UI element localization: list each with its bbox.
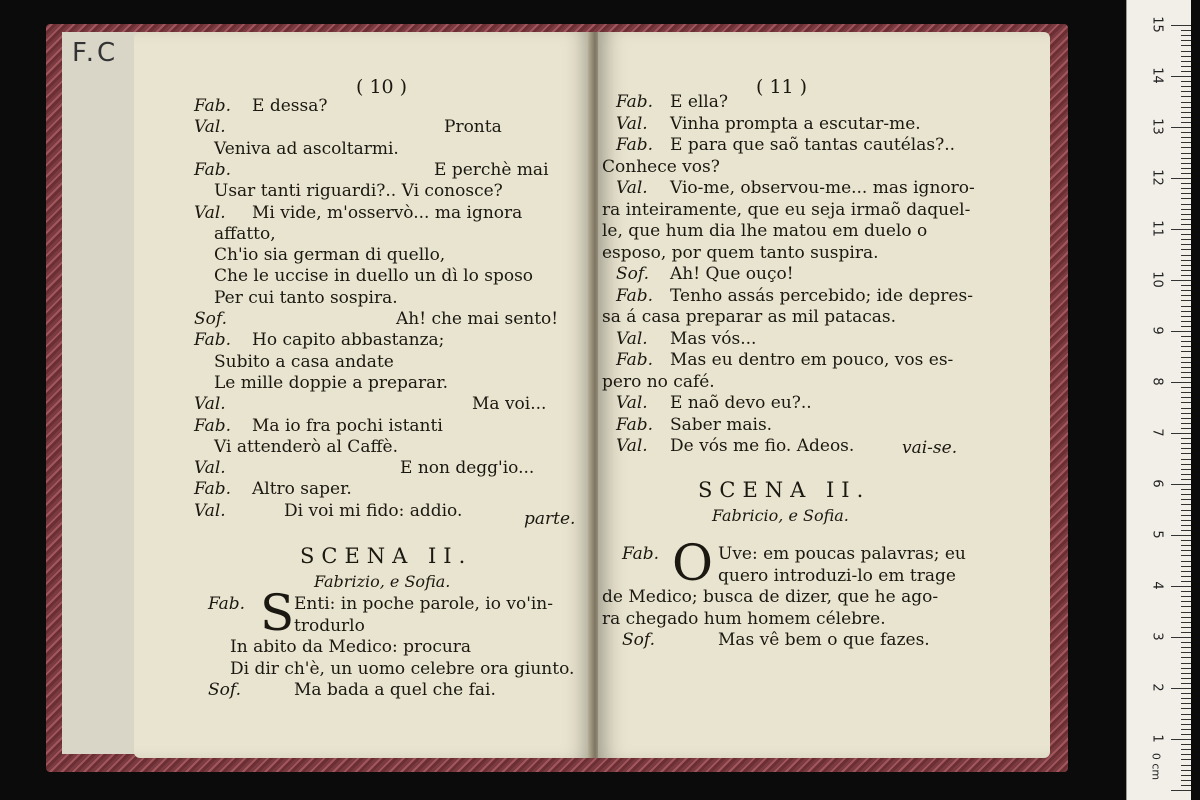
speaker-name: Fab. [616,414,654,435]
dialogue-line: Enti: in poche parole, io vo'in- [294,594,554,614]
ruler-tick [1181,387,1191,388]
ruler-tick [1181,703,1191,704]
shelf-mark: F.C [72,38,119,68]
ruler-tick [1181,785,1191,786]
ruler-tick [1171,25,1191,26]
ruler-tick [1181,295,1191,296]
speaker-name: Fab. [616,350,654,370]
ruler-tick [1181,198,1191,199]
ruler-tick [1181,66,1191,67]
dialogue-line: Ho capito abbastanza; [252,330,445,351]
ruler-tick [1181,402,1191,403]
speaker-name: Fab. [616,92,654,112]
ruler-tick [1181,734,1191,735]
ruler-tick [1181,30,1191,31]
ruler-tick [1181,765,1191,766]
ruler-tick [1181,249,1191,250]
ruler-number: 8 [1149,377,1165,386]
ruler-number: 14 [1149,67,1165,84]
ruler-tick [1181,224,1191,225]
speaker-name: Val. [616,113,648,134]
ruler-tick [1181,525,1191,526]
ruler-tick [1181,91,1191,92]
ruler-tick [1171,178,1191,179]
dialogue-line: Mas eu dentro em pouco, vos es- [670,350,954,370]
ruler-tick [1181,372,1191,373]
dialogue-line: Tenho assás percebido; ide depres- [670,285,973,306]
ruler-tick [1181,122,1191,123]
dialogue-line: Ah! che mai sento! [396,309,559,329]
ruler-tick [1181,550,1191,551]
speaker-name: Fab. [194,330,232,351]
dialogue-line: le, que hum dia lhe matou em duelo o [602,221,928,241]
ruler-tick [1181,775,1191,776]
ruler-number: 4 [1149,581,1165,590]
ruler-tick [1181,489,1191,490]
ruler-tick [1181,729,1191,730]
ruler-tick [1181,346,1191,347]
ruler-tick [1181,418,1191,419]
dropcap-left: S [260,584,295,642]
ruler-tick [1181,96,1191,97]
dialogue-line: Ah! Que ouço! [670,264,794,284]
ruler-tick [1181,428,1191,429]
ruler-tick [1171,790,1191,791]
ruler-tick [1181,326,1191,327]
ruler-tick [1181,188,1191,189]
dialogue-line: Ch'io sia german di quello, [214,245,446,266]
ruler-tick [1181,443,1191,444]
dialogue-line: Saber mais. [670,414,773,435]
ruler-tick [1181,61,1191,62]
speaker-name: Fab. [194,159,232,180]
ruler-tick [1181,173,1191,174]
dialogue-line: Vinha prompta a escutar-me. [670,113,921,134]
ruler-tick [1171,76,1191,77]
page-number-left: ( 10 ) [356,76,408,98]
ruler-tick [1181,612,1191,613]
speaker-name: Sof. [616,264,649,284]
dialogue-line: Di voi mi fido: addio. [284,500,463,521]
speaker-name: Fab. [622,544,660,564]
ruler-tick [1181,698,1191,699]
ruler-unit-label: 0 cm [1149,752,1163,781]
ruler-tick [1181,530,1191,531]
ruler-tick [1181,744,1191,745]
ruler-tick [1181,668,1191,669]
dialogue-line: Le mille doppie a preparar. [214,372,448,393]
ruler-tick [1181,209,1191,210]
ruler-tick [1181,153,1191,154]
ruler-tick [1181,290,1191,291]
ruler-tick [1181,193,1191,194]
ruler-tick [1181,397,1191,398]
ruler-tick [1181,606,1191,607]
speaker-name: Val. [194,458,226,479]
ruler-tick [1181,561,1191,562]
ruler-tick [1171,280,1191,281]
ruler-tick [1181,510,1191,511]
ruler-number: 7 [1149,428,1165,437]
ruler-tick [1181,448,1191,449]
ruler-tick [1181,555,1191,556]
ruler-tick [1181,494,1191,495]
left-page [134,32,592,758]
dialogue-line: Ma voi... [472,394,547,415]
dialogue-line: pero no café. [602,371,715,392]
ruler-tick [1181,657,1191,658]
ruler-tick [1181,244,1191,245]
speaker-name: Fab. [208,594,246,614]
ruler-tick [1181,693,1191,694]
ruler-tick [1181,40,1191,41]
ruler-tick [1181,714,1191,715]
ruler-tick [1181,581,1191,582]
ruler-tick [1181,367,1191,368]
right-page [598,32,1050,758]
scene-characters-right: Fabricio, e Sofia. [712,506,849,525]
ruler-tick [1181,163,1191,164]
speaker-name: Val. [616,436,648,456]
ruler-tick [1181,86,1191,87]
ruler-tick [1171,127,1191,128]
ruler-tick [1181,749,1191,750]
dialogue-line: Per cui tanto sospira. [214,287,398,308]
ruler-tick [1181,51,1191,52]
dialogue-line: Vio-me, observou-me... mas ignoro- [670,178,975,198]
ruler-tick [1171,382,1191,383]
ruler-tick [1181,504,1191,505]
ruler-tick [1181,265,1191,266]
ruler-tick [1181,515,1191,516]
dialogue-line: Mas vê bem o que fazes. [718,630,930,650]
ruler-tick [1181,596,1191,597]
ruler-tick [1181,35,1191,36]
dialogue-line: In abito da Medico: procura [230,637,472,657]
exit-direction-right: vai-se. [902,438,958,458]
ruler-tick [1181,341,1191,342]
ruler-tick [1181,408,1191,409]
measuring-ruler [1126,0,1191,800]
dialogue-line: Veniva ad ascoltarmi. [214,138,399,159]
speaker-name: Sof. [208,680,241,700]
ruler-number: 12 [1149,169,1165,186]
scene-heading-right: SCENA II. [698,478,871,502]
ruler-tick [1181,336,1191,337]
ruler-tick [1181,545,1191,546]
dropcap-right: O [672,534,713,592]
ruler-tick [1181,285,1191,286]
ruler-tick [1181,147,1191,148]
ruler-tick [1181,107,1191,108]
ruler-tick [1171,535,1191,536]
ruler-tick [1171,433,1191,434]
ruler-tick [1171,739,1191,740]
dialogue-line: de Medico; busca de dizer, que he ago- [602,587,939,607]
ruler-tick [1181,759,1191,760]
speaker-name: Val. [194,500,226,521]
speaker-name: Val. [194,117,226,138]
ruler-tick [1181,81,1191,82]
page-number-right: ( 11 ) [756,76,808,98]
ruler-tick [1181,453,1191,454]
ruler-tick [1181,142,1191,143]
speaker-name: Val. [616,328,648,349]
ruler-tick [1181,158,1191,159]
ruler-number: 3 [1149,632,1165,641]
ruler-tick [1171,637,1191,638]
ruler-tick [1181,663,1191,664]
ruler-tick [1171,688,1191,689]
speaker-name: Val. [194,394,226,415]
ruler-number: 5 [1149,530,1165,539]
ruler-tick [1181,351,1191,352]
ruler-tick [1171,586,1191,587]
ruler-tick [1181,479,1191,480]
ruler-tick [1181,566,1191,567]
dialogue-line: affatto, [214,223,276,244]
speaker-name: Fab. [194,96,232,116]
dialogue-line: Uve: em poucas palavras; eu [718,544,966,564]
ruler-number: 6 [1149,479,1165,488]
ruler-tick [1181,754,1191,755]
dialogue-line: Ma bada a quel che fai. [294,680,496,700]
ruler-tick [1181,571,1191,572]
ruler-number: 13 [1149,118,1165,135]
dialogue-line: Usar tanti riguardi?.. Vi conosce? [214,181,503,202]
ruler-tick [1181,316,1191,317]
dialogue-line: trodurlo [294,615,365,636]
ruler-tick [1181,71,1191,72]
ruler-number: 9 [1149,326,1165,335]
ruler-tick [1181,219,1191,220]
ruler-tick [1181,234,1191,235]
ruler-tick [1181,469,1191,470]
ruler-number: 10 [1149,271,1165,288]
dialogue-line: E ella? [670,92,728,112]
ruler-tick [1181,377,1191,378]
speaker-name: Val. [616,393,648,413]
dialogue-line: Conhece vos? [602,156,720,177]
dialogue-line: Subito a casa andate [214,351,394,372]
ruler-tick [1181,102,1191,103]
ruler-tick [1181,270,1191,271]
dialogue-line: Che le uccise in duello un dì lo sposo [214,266,534,287]
speaker-name: Fab. [616,285,654,306]
dialogue-line: Di dir ch'è, un uomo celebre ora giunto. [230,658,575,679]
ruler-tick [1181,413,1191,414]
ruler-tick [1171,331,1191,332]
ruler-tick [1181,311,1191,312]
ruler-tick [1181,275,1191,276]
ruler-tick [1181,56,1191,57]
ruler-tick [1181,464,1191,465]
ruler-tick [1181,45,1191,46]
ruler-tick [1181,520,1191,521]
ruler-tick [1181,678,1191,679]
dialogue-line: quero introduzi-lo em trage [718,565,956,586]
dialogue-line: Altro saper. [252,479,352,500]
ruler-tick [1181,499,1191,500]
ruler-tick [1181,647,1191,648]
ruler-tick [1181,137,1191,138]
ruler-tick [1181,423,1191,424]
speaker-name: Val. [194,202,226,223]
ruler-tick [1181,673,1191,674]
speaker-name: Val. [616,178,648,198]
speaker-name: Fab. [194,415,232,436]
ruler-tick [1171,484,1191,485]
speaker-name: Fab. [194,479,232,500]
ruler-tick [1181,632,1191,633]
dialogue-line: sa á casa preparar as mil patacas. [602,307,897,327]
ruler-tick [1181,168,1191,169]
dialogue-line: De vós me fio. Adeos. [670,436,855,456]
scene-heading-left: SCENA II. [300,544,473,568]
ruler-tick [1181,642,1191,643]
ruler-tick [1181,627,1191,628]
dialogue-line: ra chegado hum homem célebre. [602,608,886,629]
ruler-tick [1181,362,1191,363]
ruler-tick [1181,438,1191,439]
dialogue-line: E para que saõ tantas cautélas?.. [670,135,956,155]
dialogue-line: esposo, por quem tanto suspira. [602,242,879,263]
ruler-tick [1181,652,1191,653]
dialogue-line: Ma io fra pochi istanti [252,415,443,436]
dialogue-line: Mi vide, m'osservò... ma ignora [252,202,523,223]
ruler-tick [1181,306,1191,307]
ruler-tick [1181,132,1191,133]
ruler-tick [1181,392,1191,393]
speaker-name: Fab. [616,135,654,155]
ruler-number: 2 [1149,683,1165,692]
ruler-tick [1181,260,1191,261]
ruler-tick [1181,204,1191,205]
dialogue-line: Pronta [444,117,502,138]
ruler-tick [1181,117,1191,118]
ruler-tick [1181,780,1191,781]
ruler-tick [1181,112,1191,113]
ruler-tick [1171,229,1191,230]
ruler-tick [1181,357,1191,358]
ruler-tick [1181,576,1191,577]
ruler-tick [1181,474,1191,475]
ruler-tick [1181,214,1191,215]
dialogue-line: ra inteiramente, que eu seja irmaõ daquel- [602,199,971,220]
dialogue-line: E dessa? [252,96,328,116]
dialogue-line: E perchè mai [434,159,549,180]
ruler-tick [1181,724,1191,725]
ruler-tick [1181,183,1191,184]
dialogue-line: Vi attenderò al Caffè. [214,436,398,457]
ruler-tick [1181,708,1191,709]
speaker-name: Sof. [194,309,227,329]
ruler-tick [1181,239,1191,240]
ruler-tick [1181,770,1191,771]
dialogue-line: E non degg'io... [400,458,535,479]
ruler-number: 15 [1149,16,1165,33]
ruler-tick [1181,255,1191,256]
ruler-tick [1181,321,1191,322]
ruler-tick [1181,300,1191,301]
dialogue-line: E naõ devo eu?.. [670,393,812,413]
ruler-number: 11 [1149,220,1165,237]
ruler-number: 1 [1149,734,1165,743]
ruler-tick [1181,591,1191,592]
scene-characters-left: Fabrizio, e Sofia. [314,572,451,591]
ruler-tick [1181,622,1191,623]
flyleaf [62,32,142,754]
speaker-name: Sof. [622,630,655,650]
ruler-tick [1181,540,1191,541]
dialogue-line: Mas vós... [670,328,757,349]
ruler-tick [1181,459,1191,460]
ruler-tick [1181,601,1191,602]
ruler-tick [1181,719,1191,720]
ruler-tick [1181,683,1191,684]
ruler-tick [1181,617,1191,618]
exit-direction-left: parte. [524,509,576,529]
